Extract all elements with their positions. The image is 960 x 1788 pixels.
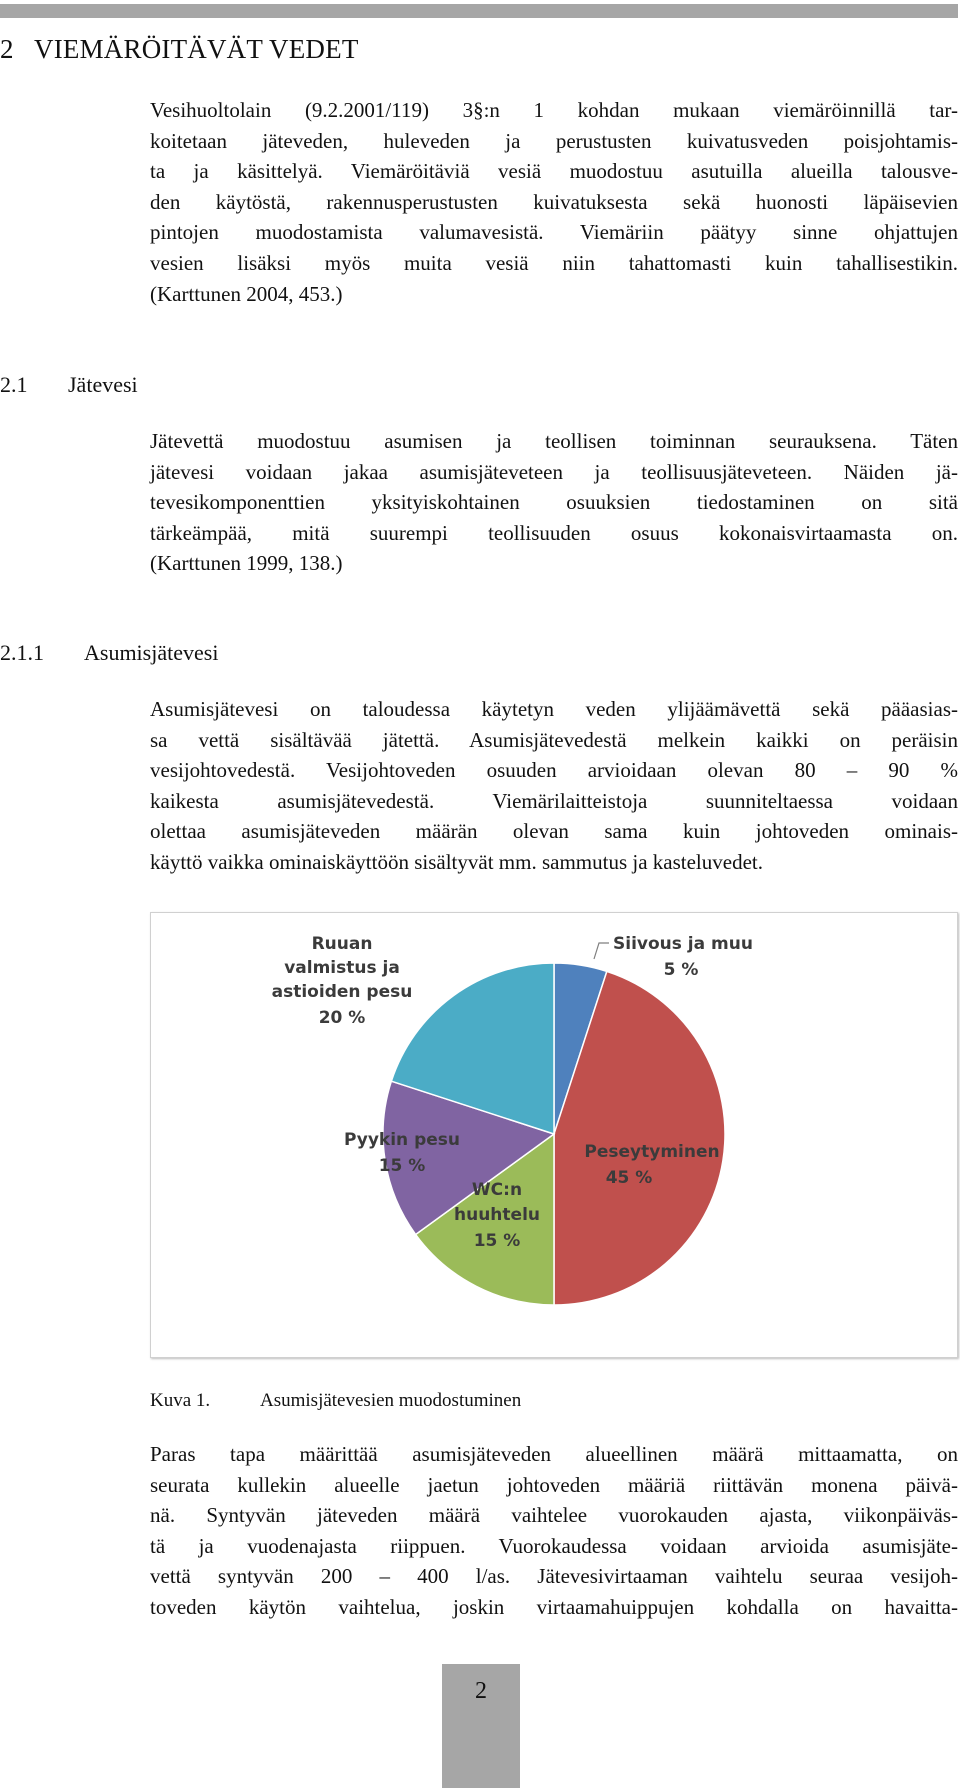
section-number: 2.1 [0,372,28,397]
paragraph-line: Asumisjätevesi on taloudessa käytetyn veden ylijäämävettä sekä pääasias- [150,697,958,721]
paragraph-line: sa vettä sisältävää jätettä. Asumisjätevedestä melkein kaikki on peräisin [150,727,958,752]
chapter-title: VIEMÄRÖITÄVÄT VEDET [34,34,359,64]
pie-chart [150,912,958,1358]
label-siivous-name: Siivous ja muu [613,934,753,954]
caption-number: Kuva 1. [150,1390,211,1411]
label-ruuan-line2: valmistus ja [284,958,400,978]
intro-paragraph [150,95,958,309]
intro-line: pintojen muodostamista valumavesistä. Viemäriin päätyy sinne ohjattujen [150,220,958,245]
paragraph-line: tä ja vuodenajasta riippuen. Vuorokaudessa voidaan arvioida asumisjäte- [150,1533,958,1558]
header-rule [0,4,958,18]
leader-line-siivous [594,943,609,959]
figure-caption [150,1390,521,1412]
pie-chart-svg [151,913,957,1357]
label-wc-line1: WC:n [471,1180,523,1200]
section-heading-2-1 [0,372,138,398]
section-heading-2-1-1 [0,640,218,666]
paragraph-line: Paras tapa määrittää asumisjäteveden alueellinen määrä mittaamatta, on [150,1442,958,1466]
paragraph-line: (Karttunen 1999, 138.) [150,551,343,576]
paragraph-line: vesijohtovedestä. Vesijohtoveden osuuden arvioidaan olevan 80 – 90 % [150,758,958,783]
section-title: Jätevesi [68,372,138,397]
chapter-heading [0,34,359,65]
asumisjatevesi-paragraph [150,694,958,878]
jatevesi-paragraph [150,426,958,579]
paragraph-line: jätevesi voidaan jakaa asumisjäteveteen ja teollisuusjäteveteen. Näiden jä- [150,459,958,484]
paragraph-line: käyttö vaikka ominaiskäyttöön sisältyvät mm. sammutus ja kasteluvedet. [150,849,763,874]
label-ruuan-line3: astioiden pesu [271,982,413,1002]
intro-line: ta ja käsittelyä. Viemäröitäviä vesiä muodostuu asutuilla alueilla talousve- [150,159,958,184]
label-siivous-value: 5 % [663,960,699,980]
section-title: Asumisjätevesi [84,640,219,665]
paragraph-line: tevesikomponenttien yksityiskohtainen osuuksien tiedostaminen on sitä [150,490,958,515]
intro-line: (Karttunen 2004, 453.) [150,281,343,306]
label-pyykki-value: 15 % [378,1156,426,1176]
chapter-number: 2 [0,34,14,64]
paragraph-line: olettaa asumisjäteveden määrän olevan sama kuin johtoveden ominais- [150,819,958,844]
paragraph-line: toveden käytön vaihtelua, joskin virtaamahuippujen kohdalla on havaitta- [150,1594,958,1619]
caption-text: Asumisjätevesien muodostuminen [260,1390,522,1411]
label-wc-value: 15 % [473,1231,521,1251]
page-number-box [442,1664,520,1788]
label-ruuan-line1: Ruuan [311,934,373,954]
label-peseytyminen-name: Peseytyminen [584,1142,720,1162]
label-pyykki-name: Pyykin pesu [343,1130,461,1150]
label-peseytyminen-value: 45 % [605,1168,653,1188]
paragraph-line: tärkeämpää, mitä suurempi teollisuuden osuus kokonaisvirtaamasta on. [150,520,958,545]
paragraph-line: nä. Syntyvän jäteveden määrä vaihtelee vuorokauden ajasta, viikonpäiväs- [150,1503,958,1528]
paragraph-line: kaikesta asumisjätevedestä. Viemärilaitteistoja suunniteltaessa voidaan [150,788,958,813]
closing-paragraph [150,1439,958,1623]
label-wc-line2: huuhtelu [454,1205,540,1225]
paragraph-line: Jätevettä muodostuu asumisen ja teollisen toiminnan seurauksena. Täten [150,429,958,453]
paragraph-line: vettä syntyvän 200 – 400 l/as. Jätevesivirtaaman vaihtelu seuraa vesijoh- [150,1564,958,1589]
section-number: 2.1.1 [0,640,44,665]
label-ruuan-value: 20 % [318,1008,366,1028]
intro-line: vesien lisäksi myös muita vesiä niin tahattomasti kuin tahallisestikin. [150,250,958,275]
intro-line: Vesihuoltolain (9.2.2001/119) 3§:n 1 kohdan mukaan viemäröinnillä tar- [150,98,958,122]
intro-line: koitetaan jäteveden, huleveden ja perustusten kuivatusveden poisjohtamis- [150,128,958,153]
intro-line: den käytöstä, rakennusperustusten kuivatuksesta sekä huonosti läpäisevien [150,189,958,214]
page-number: 2 [475,1678,487,1704]
paragraph-line: seurata kullekin alueelle jaetun johtoveden määriä riittävän monena päivä- [150,1472,958,1497]
